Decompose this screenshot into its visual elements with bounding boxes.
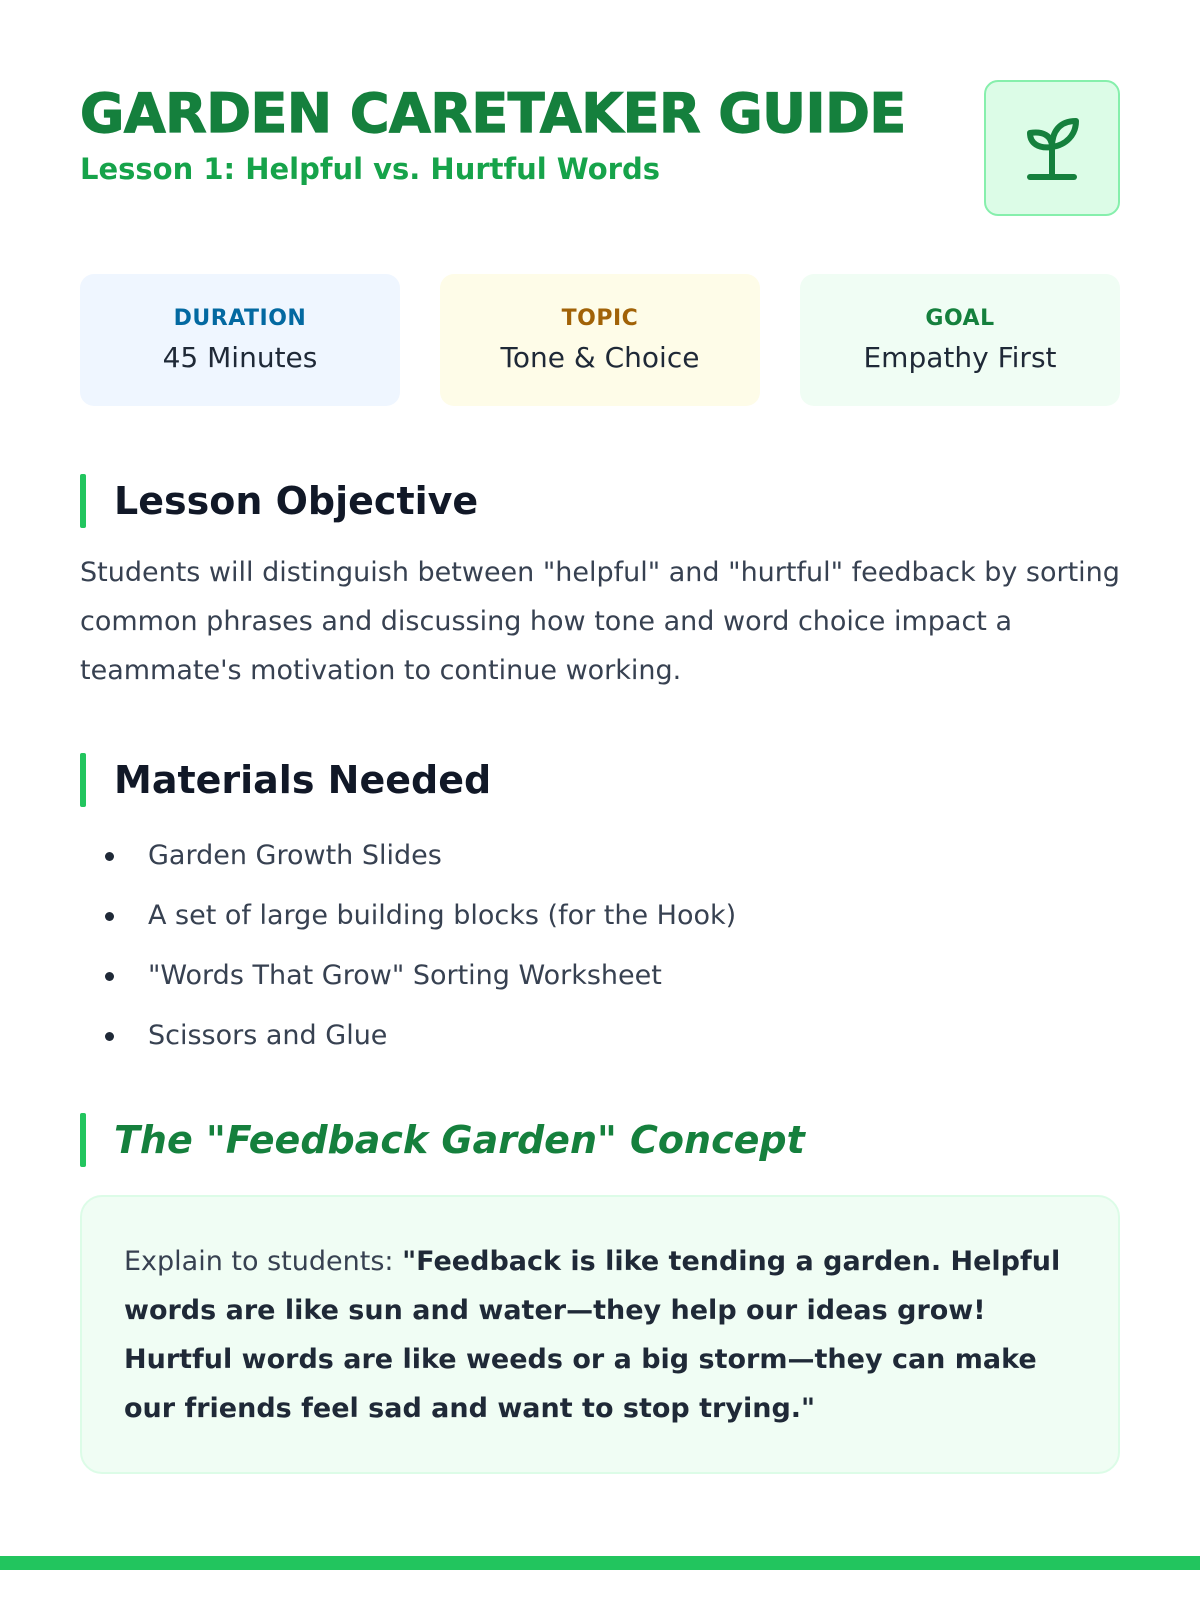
stat-value: Tone & Choice	[500, 341, 700, 374]
header	[80, 80, 1120, 220]
stat-card-duration	[80, 274, 400, 406]
list-item-text: Scissors and Glue	[148, 1020, 388, 1051]
list-item-text: Garden Growth Slides	[148, 840, 442, 871]
list-item	[80, 946, 736, 1006]
list-item-text: "Words That Grow" Sorting Worksheet	[148, 960, 662, 991]
footer-accent-bar	[0, 1556, 1200, 1570]
page-title: GARDEN CARETAKER GUIDE	[80, 82, 906, 145]
list-item-text: A set of large building blocks (for the Hook)	[148, 900, 737, 931]
bullet-icon	[105, 972, 114, 981]
bullet-icon	[105, 912, 114, 921]
objective-heading	[80, 474, 478, 528]
bullet-icon	[105, 1032, 114, 1041]
list-item	[80, 826, 736, 886]
list-item	[80, 1006, 736, 1066]
stat-label: TOPIC	[561, 306, 639, 331]
concept-intro: Explain to students:	[124, 1246, 403, 1277]
stat-label: DURATION	[173, 306, 307, 331]
section-accent-bar	[80, 1113, 86, 1167]
sprout-logo	[984, 80, 1120, 216]
concept-heading	[80, 1113, 805, 1167]
stat-card-goal	[800, 274, 1120, 406]
stat-value: 45 Minutes	[162, 341, 318, 374]
materials-heading	[80, 753, 491, 807]
lesson-stats	[80, 274, 1120, 406]
stat-card-topic	[440, 274, 760, 406]
stat-value: Empathy First	[863, 341, 1057, 374]
bullet-icon	[105, 852, 114, 861]
section-accent-bar	[80, 753, 86, 807]
page-subtitle: Lesson 1: Helpful vs. Hurtful Words	[80, 152, 660, 186]
list-item	[80, 886, 736, 946]
section-accent-bar	[80, 474, 86, 528]
section-title: Lesson Objective	[114, 479, 479, 523]
section-title: The "Feedback Garden" Concept	[114, 1118, 805, 1162]
sprout-icon	[1020, 113, 1084, 183]
materials-list	[80, 826, 736, 1066]
concept-quote: "Feedback is like tending a garden. Helpful words are like sun and water—they help our ideas grow! Hurtful words are like weeds or a big storm—they can make our friends feel sad and want to stop trying."	[124, 1246, 1061, 1424]
objective-text: Students will distinguish between "helpful" and "hurtful" feedback by sorting common phrases and discussing how tone and word choice impact a teammate's motivation to continue working.	[80, 557, 1120, 686]
concept-callout	[80, 1195, 1120, 1474]
section-title: Materials Needed	[114, 758, 492, 802]
stat-label: GOAL	[925, 306, 995, 331]
